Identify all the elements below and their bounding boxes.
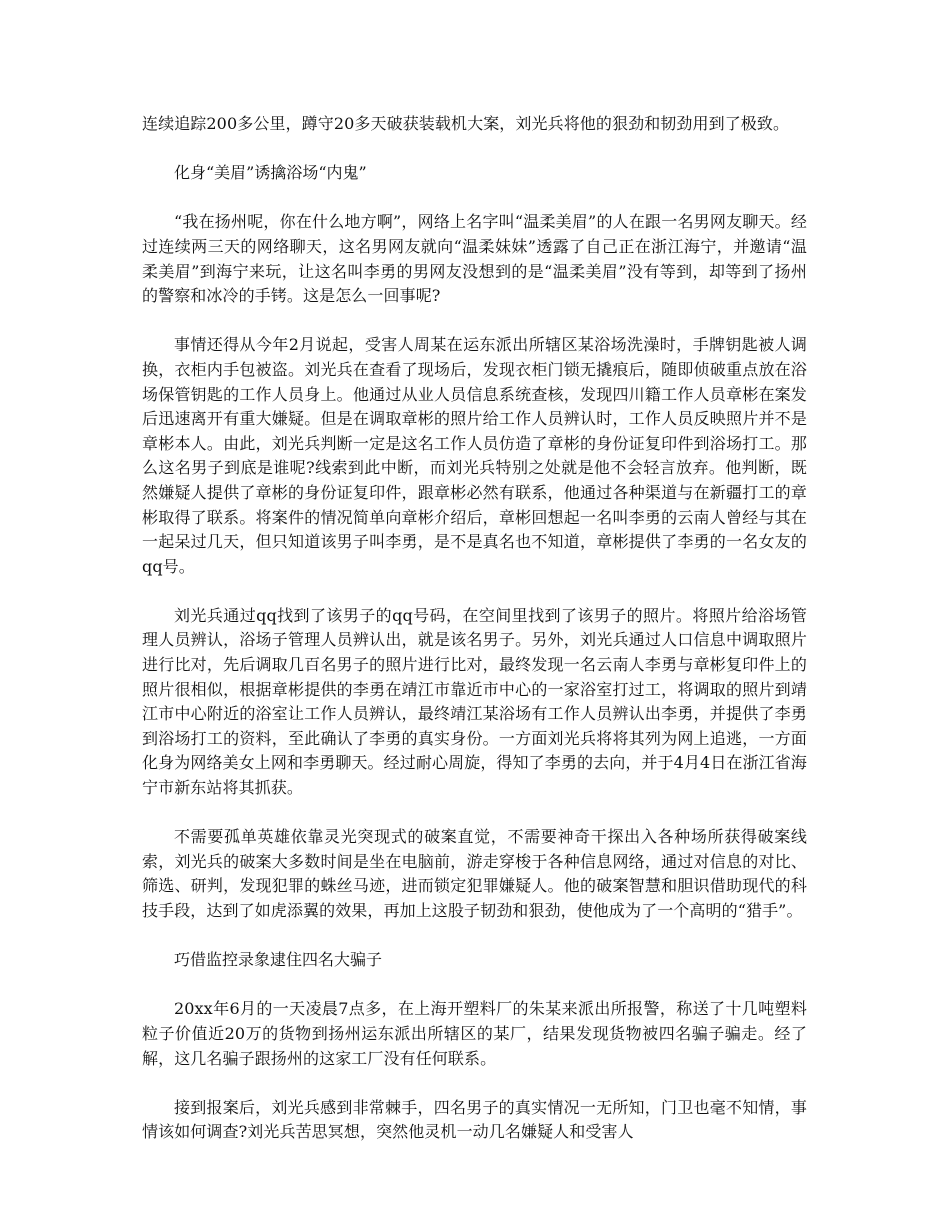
document-page: [142, 112, 807, 1145]
paragraph-gap: [142, 309, 807, 334]
paragraph-4: 刘光兵通过qq找到了该男子的qq号码，在空间里找到了该男子的照片。将照片给浴场管理人员辨认，浴场子管理人员辨认出，就是该名男子。另外，刘光兵通过人口信息中调取照片进行比对，先后调取几百名男子的照片进行比对，最终发现一名云南人李勇与章彬复印件上的照片很相似，根据章彬提供的李勇在靖江市靠近市中心的一家浴室打过工，将调取的照片到靖江市中心附近的浴室让工作人员辨认，最终靖江某浴场有工作人员辨认出李勇，并提供了李勇到浴场打工的资料，至此确认了李勇的真实身份。一方面刘光兵将将其列为网上追逃，一方面化身为网络美女上网和李勇聊天。经过耐心周旋，得知了李勇的去向，并于4月4日在浙江省海宁市新东站将其抓获。: [142, 605, 807, 798]
paragraph-5: 不需要孤单英雄依靠灵光突现式的破案直觉，不需要神奇干探出入各种场所获得破案线索，刘光兵的破案大多数时间是坐在电脑前，游走穿梭于各种信息网络，通过对信息的对比、筛选、研判，发现犯罪的蛛丝马迹，进而锁定犯罪嫌疑人。他的破案智慧和胆识借助现代的科技手段，达到了如虎添翼的效果，再加上这股子韧劲和狠劲，使他成为了一个高明的“猎手”。: [142, 827, 807, 920]
paragraph-gap: [142, 137, 807, 162]
paragraph-gap: [142, 579, 807, 604]
paragraph-gap: [142, 924, 807, 949]
section-heading-2: 巧借监控录象逮住四名大骗子: [174, 950, 383, 970]
paragraph-3: 事情还得从今年2月说起，受害人周某在运东派出所辖区某浴场洗澡时，手牌钥匙被人调换，衣柜内手包被盗。刘光兵在查看了现场后，发现衣柜门锁无撬痕后，随即侦破重点放在浴场保管钥匙的工作人员身上。他通过从业人员信息系统查核，发现四川籍工作人员章彬在案发后迅速离开有重大嫌疑。但是在调取章彬的照片给工作人员辨认时，工作人员反映照片并不是章彬本人。由此，刘光兵判断一定是这名工作人员仿造了章彬的身份证复印件到浴场打工。那么这名男子到底是谁呢?线索到此中断，而刘光兵特别之处就是他不会轻言放弃。他判断，既然嫌疑人提供了章彬的身份证复印件，跟章彬必然有联系，他通过各种渠道与在新疆打工的章彬取得了联系。将案件的情况简单向章彬介绍后，章彬回想起一名叫李勇的云南人曾经与其在一起呆过几天，但只知道该男子叫李勇，是不是真名也不知道，章彬提供了李勇的一名女友的qq号。: [142, 335, 807, 576]
paragraph-gap: [142, 186, 807, 211]
paragraph-2: “我在扬州呢，你在什么地方啊”，网络上名字叫“温柔美眉”的人在跟一名男网友聊天。经过连续两三天的网络聊天，这名男网友就向“温柔妹妹”透露了自己正在浙江海宁，并邀请“温柔美眉”到海宁来玩，让这名叫李勇的男网友没想到的是“温柔美眉”没有等到，却等到了扬州的警察和冰冷的手铐。这是怎么一回事呢?: [142, 212, 807, 306]
paragraph-6: 20xx年6月的一天凌晨7点多，在上海开塑料厂的朱某来派出所报警，称送了十几吨塑料粒子价值近20万的货物到扬州运东派出所辖区的某厂，结果发现货物被四名骗子骗走。经了解，这几名骗子跟扬州的这家工厂没有任何联系。: [142, 999, 807, 1068]
paragraph-gap: [142, 801, 807, 826]
paragraph-gap: [142, 1071, 807, 1096]
paragraph-gap: [142, 973, 807, 998]
paragraph-7: 接到报案后，刘光兵感到非常棘手，四名男子的真实情况一无所知，门卫也毫不知情，事情该如何调查?刘光兵苦思冥想，突然他灵机一动几名嫌疑人和受害人: [142, 1097, 807, 1142]
paragraph-1: 连续追踪200多公里，蹲守20多天破获装载机大案，刘光兵将他的狠劲和韧劲用到了极致。: [142, 114, 790, 133]
section-heading-1: 化身“美眉”诱擒浴场“内鬼”: [174, 163, 367, 183]
